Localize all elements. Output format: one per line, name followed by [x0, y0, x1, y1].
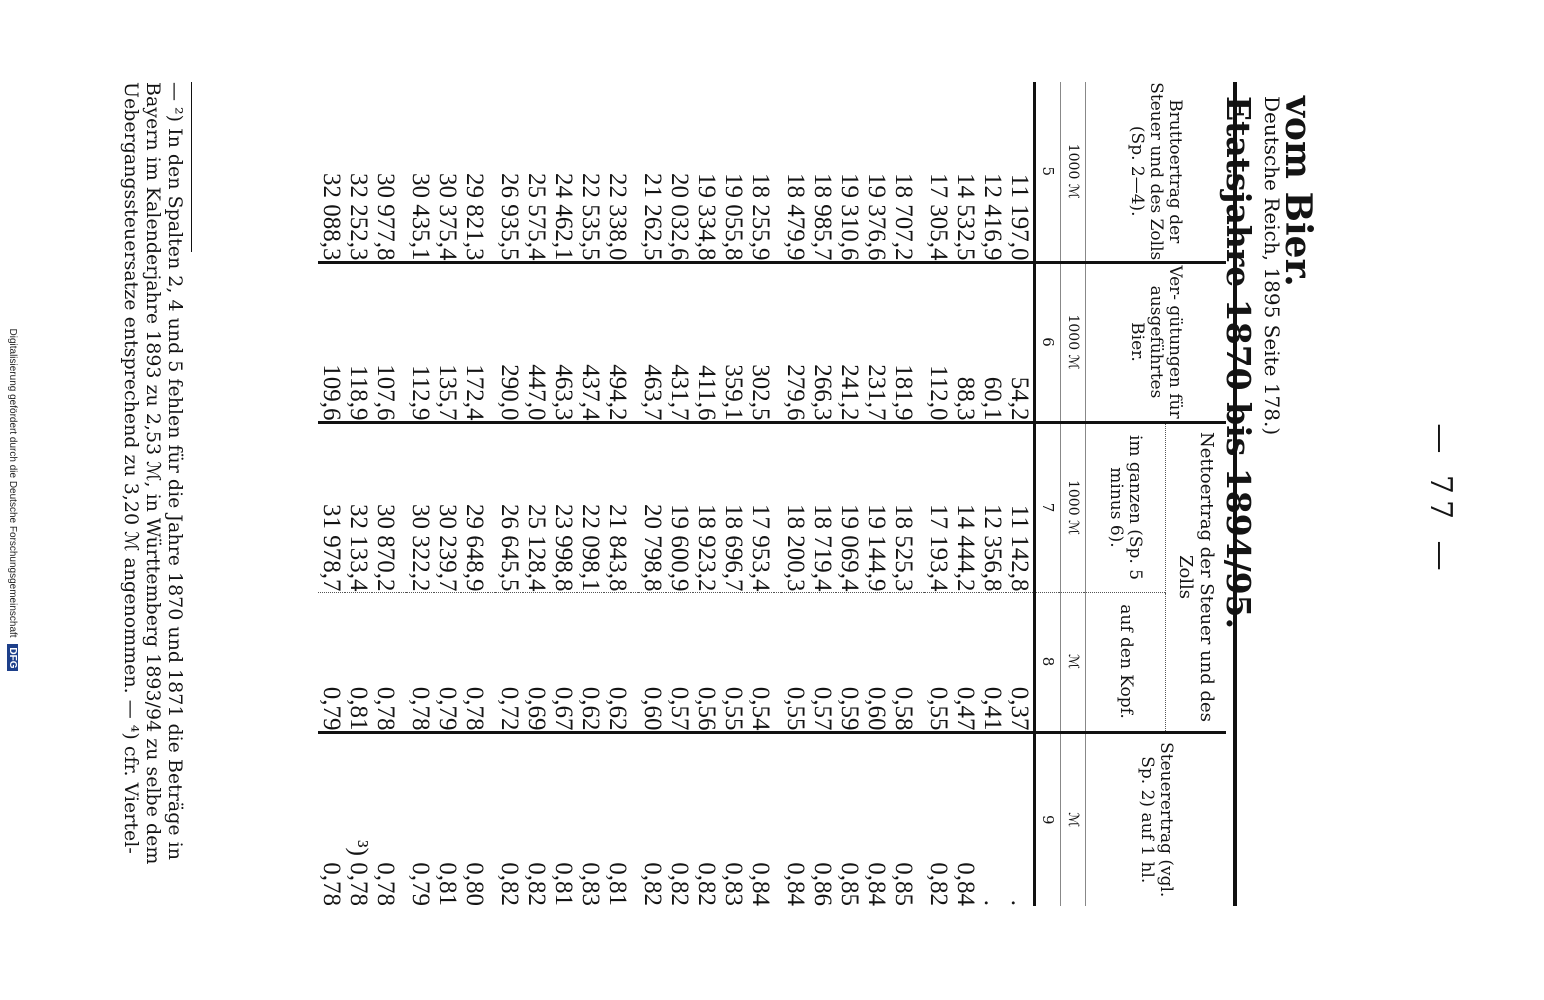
- cell-col8: 0,78: [372, 592, 399, 732]
- cell-col5: 30 977,8: [372, 173, 399, 261]
- cell-col8: 0,78: [461, 592, 488, 732]
- cell-col5: 12 416,9: [979, 173, 1006, 261]
- cell-col9: 0,83: [577, 732, 604, 906]
- cell-col5: 14 532,5: [952, 173, 979, 261]
- table-row: [372, 82, 399, 906]
- cell-col5: 29 821,3: [461, 173, 488, 261]
- cell-col7: 32 133,4: [345, 422, 372, 592]
- cell-col8: 0,67: [550, 592, 577, 732]
- cell-col9: 0,82: [523, 732, 550, 906]
- cell-col9: 0,82: [693, 732, 720, 906]
- cell-col8: 0,47: [952, 592, 979, 732]
- table-row: [1006, 82, 1035, 906]
- group-separator: [774, 82, 782, 906]
- cell-col9: 0,84: [782, 732, 809, 906]
- cell-col9: 0,83: [720, 732, 747, 906]
- cell-col7: 30 870,2: [372, 422, 399, 592]
- cell-col6: 54,2: [1006, 262, 1035, 422]
- cell-col8: 0,59: [836, 592, 863, 732]
- separator-cell: [399, 262, 407, 422]
- cell-col8: 0,78: [407, 592, 434, 732]
- cell-col9: ³) 0,78: [345, 732, 372, 906]
- cell-col9: 0,84: [952, 732, 979, 906]
- cell-col9: 0,81: [550, 732, 577, 906]
- cell-col8: 0,60: [639, 592, 666, 732]
- cell-col5: 19 334,8: [693, 173, 720, 261]
- cell-col6: 463,7: [639, 262, 666, 422]
- cell-col6: 266,3: [809, 262, 836, 422]
- statistics-table: [318, 82, 1226, 906]
- cell-col6: 118,9: [345, 262, 372, 422]
- separator-cell: [399, 422, 407, 592]
- cell-col7: 25 128,4: [523, 422, 550, 592]
- cell-col5: 11 197,0: [1006, 173, 1033, 261]
- cell-col8: 0,37: [1006, 592, 1035, 732]
- table-row: [720, 82, 747, 906]
- cell-col8: 0,56: [693, 592, 720, 732]
- separator-cell: [631, 82, 639, 262]
- unit-col7: 1000 ℳ: [1061, 422, 1086, 592]
- cell-col6: 60,1: [979, 262, 1006, 422]
- cell-col9: 0,79: [407, 732, 434, 906]
- group-separator: [917, 82, 925, 906]
- cell-col5: 22 535,5: [577, 173, 604, 261]
- cell-col9: 0,81: [604, 732, 631, 906]
- separator-cell: [917, 592, 925, 732]
- table-row: [639, 82, 666, 906]
- cell-col7: 30 322,2: [407, 422, 434, 592]
- cell-col6: 112,0: [925, 262, 952, 422]
- cell-col9: .: [979, 732, 1006, 906]
- cell-col5: 32 252,3: [345, 173, 372, 261]
- separator-cell: [774, 82, 782, 262]
- cell-col8: 0,62: [604, 592, 631, 732]
- cell-col6: 411,6: [693, 262, 720, 422]
- cell-col7: 29 648,9: [461, 422, 488, 592]
- table-row: [604, 82, 631, 906]
- cell-col7: 18 719,4: [809, 422, 836, 592]
- cell-col8: 0,55: [782, 592, 809, 732]
- separator-cell: [774, 732, 782, 906]
- colno-5: 5: [1035, 82, 1061, 262]
- group-separator: [488, 82, 496, 906]
- cell-col6: 172,4: [461, 262, 488, 422]
- table-row: [407, 82, 434, 906]
- table-row: [461, 82, 488, 906]
- cell-col7: 12 356,8: [979, 422, 1006, 592]
- table-row: [666, 82, 693, 906]
- separator-cell: [917, 732, 925, 906]
- cell-col7: 20 798,8: [639, 422, 666, 592]
- colno-9: 9: [1035, 732, 1061, 906]
- cell-col6: 135,7: [434, 262, 461, 422]
- cell-col6: 447,0: [523, 262, 550, 422]
- header-col7: im ganzen (Sp. 5 minus 6).: [1086, 422, 1166, 592]
- cell-col9: 0,84: [747, 732, 774, 906]
- cell-col5: 18 479,9: [782, 173, 809, 261]
- cell-col6: 431,7: [666, 262, 693, 422]
- cell-col5: 26 935,5: [496, 173, 523, 261]
- separator-cell: [488, 592, 496, 732]
- cell-col8: 0,72: [496, 592, 523, 732]
- unit-col9: ℳ: [1061, 732, 1086, 906]
- separator-cell: [631, 262, 639, 422]
- cell-col5: 30 375,4: [434, 173, 461, 261]
- cell-col8: 0,57: [809, 592, 836, 732]
- cell-col7: 18 696,7: [720, 422, 747, 592]
- table-row: [747, 82, 774, 906]
- cell-col5: 22 338,0: [604, 173, 631, 261]
- cell-col7: 19 144,9: [863, 422, 890, 592]
- cell-col9: 0,82: [639, 732, 666, 906]
- cell-col5: 19 376,6: [863, 173, 890, 261]
- cell-col5: 19 310,6: [836, 173, 863, 261]
- cell-col8: 0,79: [318, 592, 345, 732]
- cell-col7: 22 098,1: [577, 422, 604, 592]
- cell-col7: 14 444,2: [952, 422, 979, 592]
- table-row: [925, 82, 952, 906]
- cell-col5: 18 707,2: [890, 173, 917, 261]
- cell-col6: 279,6: [782, 262, 809, 422]
- cell-col7: 21 843,8: [604, 422, 631, 592]
- separator-cell: [399, 82, 407, 262]
- cell-col7: 11 142,8: [1006, 422, 1035, 592]
- cell-col6: 494,2: [604, 262, 631, 422]
- cell-col9: 0,78: [372, 732, 399, 906]
- section-title: vom Bier.: [1277, 96, 1319, 287]
- cell-col9: 0,85: [890, 732, 917, 906]
- table-row: [318, 82, 345, 906]
- table-body: [318, 82, 1035, 906]
- digitization-credit: [7, 0, 18, 1000]
- cell-col7: 17 953,4: [747, 422, 774, 592]
- table-row: [577, 82, 604, 906]
- cell-col5: 18 255,9: [747, 173, 774, 261]
- cell-col9: 0,82: [666, 732, 693, 906]
- cell-col5: 19 055,8: [720, 173, 747, 261]
- table-row: [550, 82, 577, 906]
- cell-col8: 0,81: [345, 592, 372, 732]
- header-col9: Steuerertrag (vgl. Sp. 2) auf 1 hl.: [1086, 732, 1227, 906]
- table-row: [496, 82, 523, 906]
- table-row: [809, 82, 836, 906]
- table-row: [952, 82, 979, 906]
- cell-col9: 0,81: [434, 732, 461, 906]
- cell-col6: 302,5: [747, 262, 774, 422]
- cell-col9: 0,82: [925, 732, 952, 906]
- cell-col8: 0,69: [523, 592, 550, 732]
- cell-col9: 0,82: [496, 732, 523, 906]
- cell-col7: 19 069,4: [836, 422, 863, 592]
- separator-cell: [631, 422, 639, 592]
- colno-8: 8: [1035, 592, 1061, 732]
- separator-cell: [631, 732, 639, 906]
- table-row: [523, 82, 550, 906]
- table-row: [782, 82, 809, 906]
- cell-col7: 23 998,8: [550, 422, 577, 592]
- cell-col9: 0,85: [836, 732, 863, 906]
- cell-col8: 0,60: [863, 592, 890, 732]
- table-row: [345, 82, 372, 906]
- header-group-nettoertrag: Nettoertrag der Steuer und des Zolls: [1165, 422, 1226, 732]
- cell-col5: 32 088,3: [318, 173, 345, 261]
- colno-6: 6: [1035, 262, 1061, 422]
- cell-col6: 107,6: [372, 262, 399, 422]
- dfg-logo: DFG: [7, 644, 18, 671]
- table-row: [890, 82, 917, 906]
- cell-col8: 0,54: [747, 592, 774, 732]
- table-row: [693, 82, 720, 906]
- cell-col8: 0,41: [979, 592, 1006, 732]
- table-subtitle: Etatsjahre 1870 bis 1894/95.: [1219, 96, 1258, 630]
- unit-col6: 1000 ℳ: [1061, 262, 1086, 422]
- cell-col5: 17 305,4: [925, 173, 952, 261]
- cell-col6: 359,1: [720, 262, 747, 422]
- cell-col8: 0,62: [577, 592, 604, 732]
- separator-cell: [917, 82, 925, 262]
- cell-col6: 109,6: [318, 262, 345, 422]
- colno-7: 7: [1035, 422, 1061, 592]
- cell-col8: 0,55: [925, 592, 952, 732]
- cell-col5: 20 032,6: [666, 173, 693, 261]
- cell-col7: 30 239,7: [434, 422, 461, 592]
- cell-col6: 88,3: [952, 262, 979, 422]
- cell-col8: 0,79: [434, 592, 461, 732]
- cell-col8: 0,57: [666, 592, 693, 732]
- cell-col8: 0,58: [890, 592, 917, 732]
- page-number: — 77 —: [1423, 423, 1458, 577]
- cell-col7: 18 923,2: [693, 422, 720, 592]
- source-reference: Deutsche Reich, 1895 Seite 178.): [1260, 96, 1284, 436]
- separator-cell: [488, 262, 496, 422]
- table-row: [863, 82, 890, 906]
- footnote-rule: [191, 82, 192, 252]
- cell-col6: 241,2: [836, 262, 863, 422]
- digitization-text: Digitalisierung gefördert durch die Deutsche Forschungsgemeinschaft: [7, 328, 18, 638]
- group-separator: [631, 82, 639, 906]
- cell-col5: 24 462,1: [550, 173, 577, 261]
- separator-cell: [488, 82, 496, 262]
- header-col6: Ver- gütungen für ausgeführtes Bier.: [1086, 262, 1227, 422]
- cell-col5: 30 435,1: [407, 173, 434, 261]
- unit-col5: 1000 ℳ: [1061, 82, 1086, 262]
- cell-col9: 0,84: [863, 732, 890, 906]
- separator-cell: [488, 422, 496, 592]
- table-row: [434, 82, 461, 906]
- separator-cell: [399, 732, 407, 906]
- cell-col7: 18 525,3: [890, 422, 917, 592]
- cell-col9: 0,80: [461, 732, 488, 906]
- separator-cell: [774, 422, 782, 592]
- cell-col5: 18 985,7: [809, 173, 836, 261]
- group-separator: [399, 82, 407, 906]
- cell-col7: 26 645,5: [496, 422, 523, 592]
- header-col8: auf den Kopf.: [1086, 592, 1166, 732]
- separator-cell: [774, 592, 782, 732]
- cell-col9: 0,86: [809, 732, 836, 906]
- cell-col6: 437,4: [577, 262, 604, 422]
- cell-col7: 17 193,4: [925, 422, 952, 592]
- cell-col6: 231,7: [863, 262, 890, 422]
- table-row: [836, 82, 863, 906]
- unit-col8: ℳ: [1061, 592, 1086, 732]
- cell-col6: 181,9: [890, 262, 917, 422]
- cell-col9: 0,78: [318, 732, 345, 906]
- cell-col8: 0,55: [720, 592, 747, 732]
- cell-col6: 290,0: [496, 262, 523, 422]
- separator-cell: [399, 592, 407, 732]
- cell-col6: 463,3: [550, 262, 577, 422]
- cell-col7: 31 978,7: [318, 422, 345, 592]
- separator-cell: [917, 262, 925, 422]
- cell-col5: 21 262,5: [639, 173, 666, 261]
- top-rule: [1233, 82, 1237, 906]
- cell-col7: 18 200,3: [782, 422, 809, 592]
- cell-col6: 112,9: [407, 262, 434, 422]
- cell-col7: 19 600,9: [666, 422, 693, 592]
- header-col5: Bruttoertrag der Steuer und des Zolls (Sp. 2—4).: [1127, 82, 1186, 261]
- separator-cell: [917, 422, 925, 592]
- cell-col9: .: [1006, 732, 1035, 906]
- separator-cell: [631, 592, 639, 732]
- separator-cell: [488, 732, 496, 906]
- separator-cell: [774, 262, 782, 422]
- cell-col5: 25 575,4: [523, 173, 550, 261]
- table-row: [979, 82, 1006, 906]
- footnote: — ²) In den Spalten 2, 4 und 5 fehlen für die Jahre 1870 und 1871 die Beträge in Bayern im Kalenderjahre 1893 zu 2,53 ℳ, in Württemberg 1893/94 zu selbe dem Uebergangssteuersatze entsprechend zu 3,20 ℳ angenommen. — ⁴) cfr. Viertel-: [120, 82, 186, 865]
